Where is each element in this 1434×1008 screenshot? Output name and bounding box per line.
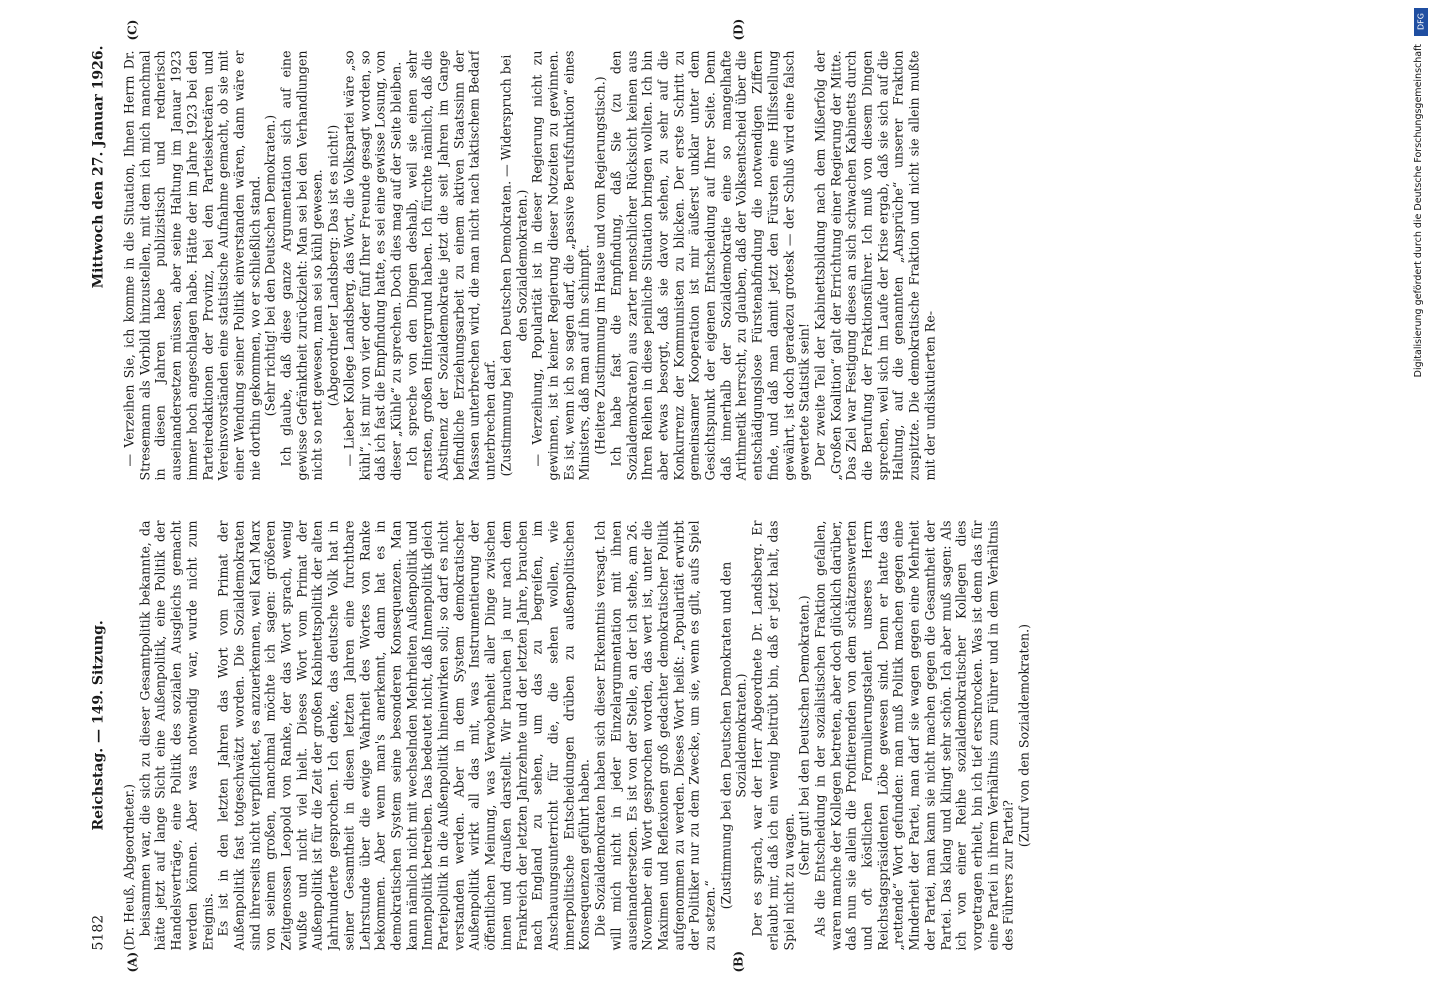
speaker-label: (Dr. Heuß, Abgeordneter.) <box>121 783 137 951</box>
paragraph: Die Sozialdemokraten haben sich dieser Erkenntnis versagt. Ich will mich nicht in jeder Einzelargumentation mit ihnen auseinandersetzen. Es ist von der Stelle, an der ich stehe, am 26. November ein Wort gesprochen worden, das wert ist, unter die Maximen und Reflexionen groß gedachter demokratischer Politik aufgenommen zu werden. Dieses Wort heißt: „Popularität erwirbt der Politiker nur zu dem Zwecke, um sie, wenn es gilt, aufs Spiel zu setzen.“ <box>592 520 718 951</box>
interjection: (Sehr richtig! bei den Deutschen Demokraten.) <box>262 114 278 417</box>
session-date: Mittwoch den 27. Januar 1926. <box>90 45 107 289</box>
paragraph: beisammen war, die sich zu dieser Gesamtpolitik bekannte, da hätte jetzt auf lange Sicht eine Außenpolitik, eine Politik der Handelsverträge, eine Politik des sozialen Ausgleichs gemacht werden können. Aber was notwendig war, wurde nicht zum Ereignis. <box>137 520 216 951</box>
dfg-logo: DFG <box>1414 8 1428 36</box>
paragraph: Ich habe fast die Empfindung, daß Sie (zu den Sozialdemokraten) aus zarter menschlicher Rücksicht keinen aus Ihren Reihen in diese peinliche Situation bringen wollten. Ich bin aber etwas besorgt, daß sie davor stehen, zu sehr auf die Konkurrenz der Kommunisten zu blicken. Der erste Schritt zu gemeinsamer Kooperation ist mir äußerst unklar unter dem Gesichtspunkt der eigenen Entscheidung auf Ihrer Seite. Denn daß innerhalb der Sozialdemokratie eine so mangelhafte Arithmetik herrscht, zu glauben, daß der Volksentscheid über die entschädigungslose Fürstenabfindung die notwendigen Ziffern finde, und daß man damit jetzt den Fürsten eine Hilfsstellung gewährt, ist doch geradezu grotesk — der Schluß wird eine falsch gewertete Statistik sein! <box>608 50 812 481</box>
session-title: Reichstag. — 149. Sitzung. <box>90 620 107 831</box>
paragraph: Der es sprach, war der Herr Abgeordnete Dr. Landsberg. Er erlaubt mir, daß ich ein wenig beitrübt bin, daß er jetzt halt, das Spiel nicht zu wagen. <box>749 520 797 951</box>
margin-marker-a: (A) <box>125 951 140 973</box>
interjection: (Sehr gut! bei den Deutschen Demokraten.) <box>796 595 812 876</box>
paragraph: — Verzeihung, Popularität ist in dieser Regierung nicht zu gewinnen, ist in keiner Regierung dieser Notzeiten zu gewinnen. Es ist, wenn ich so sagen darf, die „passive Berufsfunktion“ eines Ministers, daß man auf ihn schimpft. <box>529 50 592 481</box>
interjection: (Heitere Zustimmung im Hause und vom Regierungstisch.) <box>592 76 608 455</box>
left-column <box>122 521 1382 951</box>
interjection: (Zuruf von den Sozialdemokraten.) <box>1016 623 1032 848</box>
margin-marker-d: (D) <box>731 18 746 41</box>
interjection: (Abgeordneter Landsberg: Das ist es nicht!) <box>325 124 341 407</box>
page-number: 5182 <box>90 914 107 951</box>
digitization-sidebar <box>1414 8 1432 1008</box>
printed-page <box>90 18 1392 973</box>
interjection: (Zustimmung bei den Deutschen Demokraten. — Widerspruch bei den Sozialdemokraten.) <box>498 54 530 477</box>
paragraph: — Lieber Kollege Landsberg, das Wort, die Volkspartei wäre „so kühl“, ist mir von vier oder fünf Ihrer Freunde gesagt worden, so daß ich fast die Empfindung hatte, es sei eine gewisse Losung, von dieser „Kühle“ zu sprechen. Doch dies mag auf der Seite bleiben. <box>341 50 404 481</box>
right-column <box>122 51 1382 481</box>
scanned-page-area <box>90 18 1392 973</box>
interjection: (Zustimmung bei den Deutschen Demokraten und den Sozialdemokraten.) <box>718 561 749 910</box>
paragraph: Der zweite Teil der Kabinettsbildung nach dem Mißerfolg der „Großen Koalition“ galt der Errichtung einer Regierung der Mitte. Das Ziel war Festigung dieses an sich schwachen Kabinetts durch die Berufung der Fraktionsführer. Ich muß von diesem Dingen sprechen, weil sich im Laufe der Krise ergab, daß sie sich auf die Haltung, auf die genannten „Ansprüche“ unserer Fraktion zuspitzte. Die demokratische Fraktion und nicht sie allein mußte mit der undiskutierten Re- <box>812 50 938 481</box>
digitization-note: Digitalisierung gefördert durch die Deutsche Forschungsgemeinschaft <box>1413 44 1424 378</box>
margin-marker-b: (B) <box>731 951 746 973</box>
paragraph: Als die Entscheidung in der sozialistischen Fraktion gefallen, waren manche der Kollegen betreten, aber doch glücklich darüber, daß nun sie allein die Profitierenden von dem schätzenswerten und oft köstlichen Formulierungstalent unseres Herrn Reichstagspräsidenten Löbe gewesen sind. Denn er hatte das „rettende“ Wort gefunden: man muß Politik machen gegen eine Minderheit der Partei, man darf sie wagen gegen eine Mehrheit der Partei, man kann sie nicht machen gegen die Gesamtheit der Partei. Das klang und klingt sehr schön. Ich aber muß sagen: Als ich von einer Reihe sozialdemokratischer Kollegen dies vorgetragen erhielt, bin ich tief erschrocken. Was ist denn das für eine Partei in ihrem Verhältnis zum Führer und in dem Verhältnis des Führers zur Partei? <box>812 520 1016 951</box>
paragraph: Ich spreche von den Dingen deshalb, weil sie einen sehr ernsten, großen Hintergrund haben. Ich fürchte nämlich, daß die Abstinenz der Sozialdemokratie jetzt die seit Jahren im Gange befindliche Erziehungsarbeit zu einem aktiven Staatssinn der Massen unterbrechen wird, die man nicht nach taktischem Bedarf unterbrechen darf. <box>404 50 498 481</box>
margin-marker-c: (C) <box>125 19 140 41</box>
paragraph: — Verzeihen Sie, ich komme in die Situation, Ihnen Herrn Dr. Stresemann als Vorbild hinzustellen, mit dem ich mich manchmal in diesen Jahren habe publizistisch und rednerisch auseinandersetzen müssen, aber seine Haltung im Januar 1923 immer hoch angeschlagen habe. Hätte der im Jahre 1923 bei den Parteiredaktionen der Provinz, bei den Parteisekretären und Vereinsvorständen eine statistische Aufnahme gemacht, ob sie mit einer Wendung seiner Politik einverstanden wären, dann wäre er nie dorthin gekommen, wo er schließlich stand. <box>121 50 263 481</box>
paragraph: Es ist in den letzten Jahren das Wort vom Primat der Außenpolitik fast totgeschwätzt worden. Die Sozialdemokraten sind ihrerseits nicht verpflichtet, es anzuerkennen, weil Karl Marx von seinem großen, manchmal möchte ich sagen: größeren Zeitgenossen Leopold von Ranke, der das Wort sprach, wenig wußte und nicht viel hielt. Dieses Wort vom Primat der Außenpolitik ist für die Zeit der großen Kabinettspolitik der alten Jahrhunderte gesprochen. Ich denke, das deutsche Volk hat in seiner Gesamtheit in diesen letzten Jahren eine furchtbare Lehrstunde über die ewige Wahrheit des Wortes von Ranke bekommen. Aber wenn man's anerkennt, dann hat es in demokratischen System seine besonderen Konsequenzen. Man kann nämlich nicht mit wechselnden Mehrheiten Außenpolitik und Innenpolitik betreiben. Das bedeutet nicht, daß Innenpolitik gleich Parteipolitik in die Außenpolitik hineinwirken soll; so darf es nicht verstanden werden. Aber in dem System demokratischer Außenpolitik wirkt all das mit, was Instrumentierung der öffentlichen Meinung, was Verwobenheit aller Dinge zwischen innen und draußen darstellt. Wir brauchen ja nur nach dem Frankreich der letzten Jahrzehnte und der letzten Jahre, brauchen nach England zu sehen, um das zu begreifen, im Anschauungsunterricht für die, die sehen wollen, wie innerpolitische Entscheidungen drüben zu außenpolitischen Konsequenzen geführt haben. <box>215 520 592 951</box>
page-header <box>92 46 114 951</box>
paragraph: Ich glaube, daß diese ganze Argumentation sich auf eine gewisse Gefränktheit zurückzieht: Man sei bei den Verhandlungen nicht so nett gewesen, man sei so kühl gewesen. <box>278 50 325 481</box>
